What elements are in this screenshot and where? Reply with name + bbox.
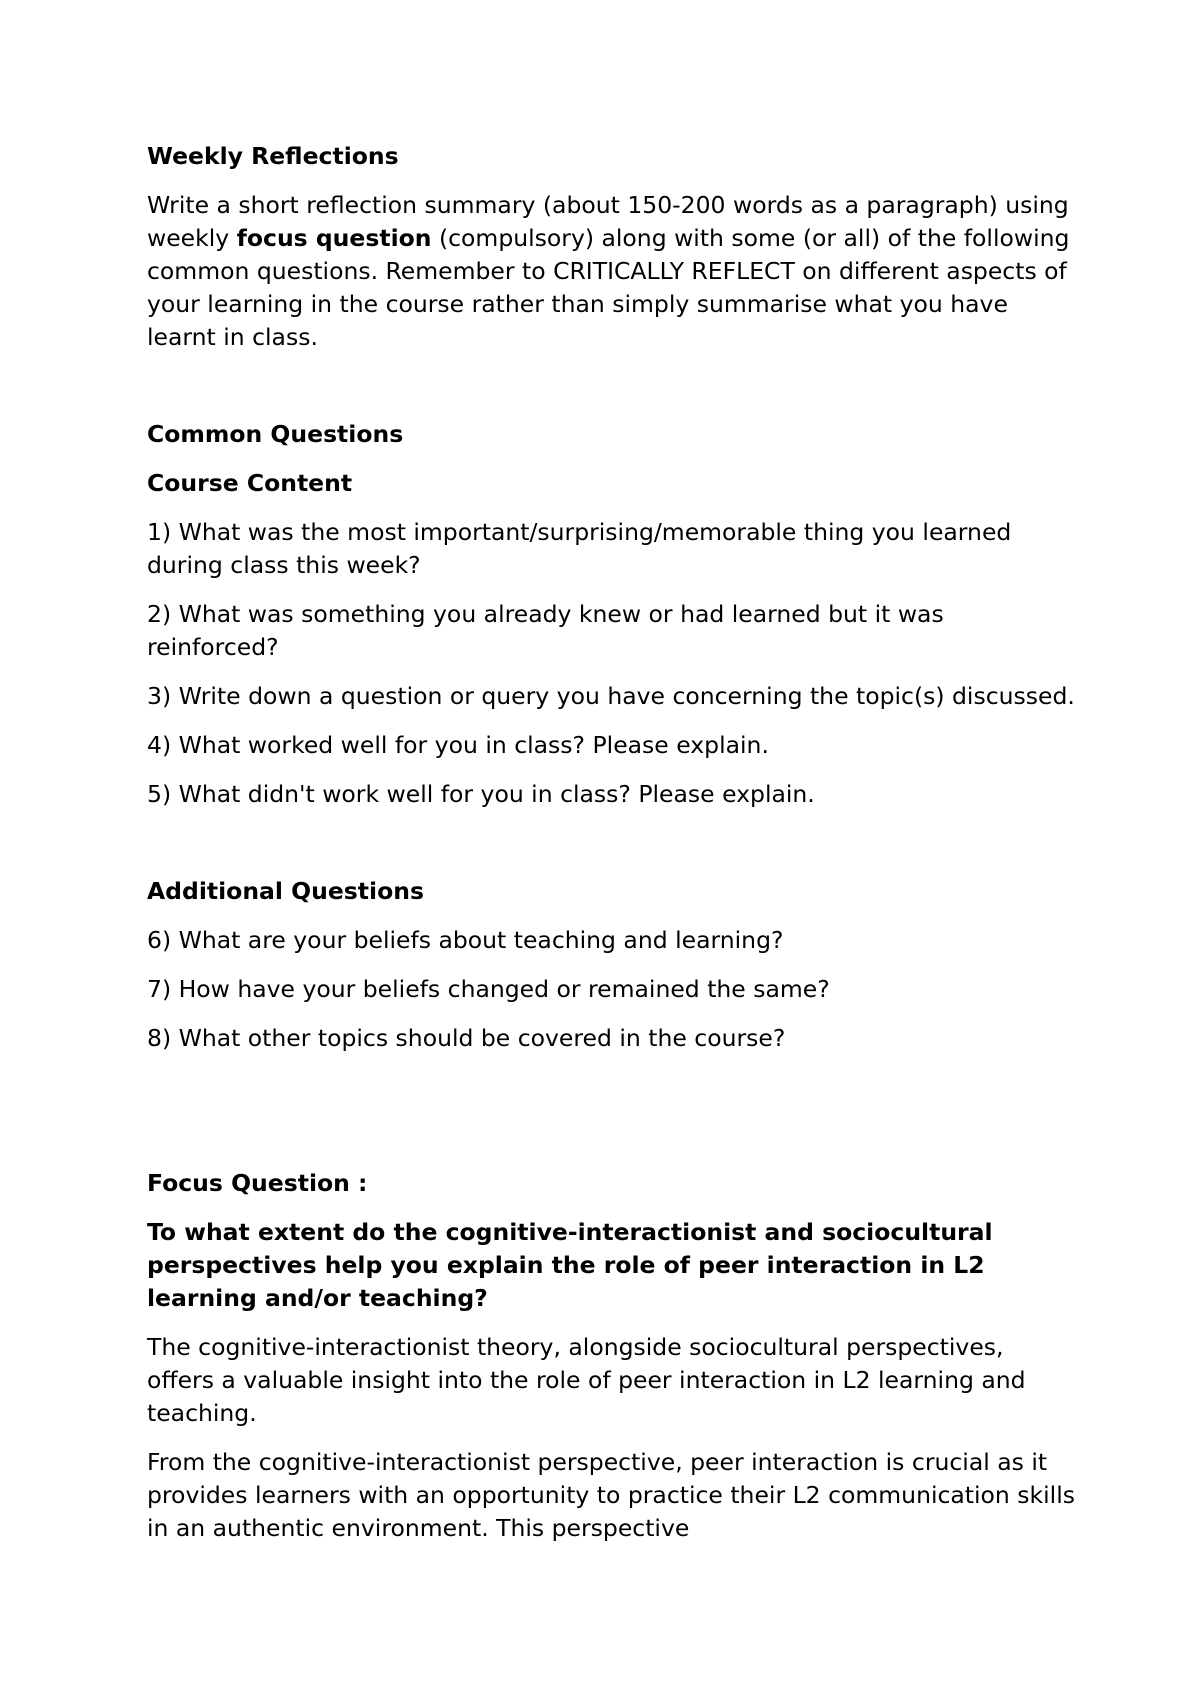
spacer [147,370,1077,418]
list-item: 6) What are your beliefs about teaching and learning? [147,926,784,954]
list-item: 7) How have your beliefs changed or remained the same? [147,975,830,1003]
focus-question-text: To what extent do the cognitive-interactionist and sociocultural perspectives help you explain the role of peer interaction in L2 learning and/or teaching? [147,1218,993,1312]
focus-question-heading: Focus Question : [147,1169,368,1197]
intro-paragraph [147,189,1077,354]
spacer [147,827,1077,875]
common-questions-list [147,516,1077,811]
answer-paragraph: The cognitive-interactionist theory, alongside sociocultural perspectives, offers a valuable insight into the role of peer interaction in L2 learning and teaching. [147,1333,1026,1427]
document-title: Weekly Reflections [147,142,399,170]
list-item: 3) Write down a question or query you have concerning the topic(s) discussed. [147,682,1075,710]
list-item: 1) What was the most important/surprising/memorable thing you learned during class this week? [147,518,1012,579]
answer-paragraph: From the cognitive-interactionist perspective, peer interaction is crucial as it provides learners with an opportunity to practice their L2 communication skills in an authentic environment. This perspective [147,1448,1075,1542]
course-content-heading: Course Content [147,469,353,497]
list-item: 8) What other topics should be covered in the course? [147,1024,786,1052]
intro-text-1: Write a short reflection summary (about 150-200 words as a paragraph) using weekly [147,191,1069,252]
document-page [147,140,1077,1561]
list-item: 5) What didn't work well for you in class? Please explain. [147,780,815,808]
list-item: 4) What worked well for you in class? Please explain. [147,731,769,759]
common-questions-heading: Common Questions [147,420,404,448]
intro-text-2: (compulsory) along with some (or all) of the following common questions. Remember to CRITICALLY REFLECT on different aspects of your learning in the course rather than simply summarise what you have learnt in class. [147,224,1070,351]
additional-questions-heading: Additional Questions [147,877,424,905]
additional-questions-list [147,924,1077,1055]
intro-bold-text: focus question [236,224,432,252]
list-item: 2) What was something you already knew or had learned but it was reinforced? [147,600,944,661]
spacer [147,1071,1077,1167]
